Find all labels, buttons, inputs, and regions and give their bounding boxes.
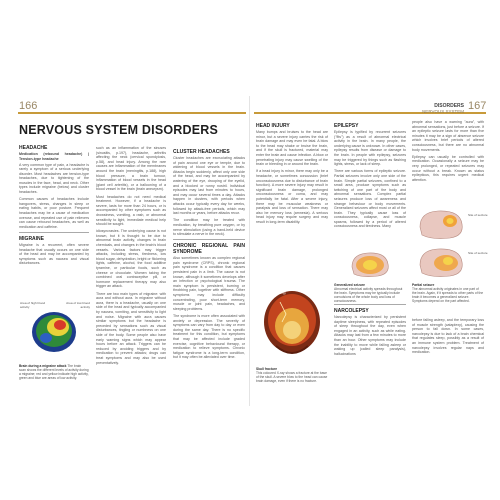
cluster-para-1: Cluster headaches are excruciating attacks of pain around one eye or temple, due to widening of blood vessels in the brain. Attacks begin suddenly, affect only one side of the head, and may be accompanied by watering of the eye, drooping of the eyelid, and a blocked or runny nostril. Individual episodes may last from minutes to hours, and may occur several times a day. Attacks happen in clusters, with periods when attacks occur typically every day for weeks, followed by attack-free periods, which may last months or years, before attacks recur. <box>173 156 245 216</box>
brain-icon <box>416 208 466 242</box>
left-page-number: 166 <box>19 100 38 112</box>
skull-caption-text: This coloured X-ray shows a fracture at the base of the skull. A severe blow to the head can cause brain damage, even if there is no fracture. <box>256 371 328 384</box>
epilepsy-cont-2: Epilepsy can usually be controlled with medication. Occasionally a seizure may be very prolonged, or repeated seizures may occur without a break. Known as status epilepticus, this requires urgent medical attention. <box>412 154 484 182</box>
crps-heading: CHRONIC REGIONAL PAIN SYNDROME <box>173 243 245 256</box>
right-page-number: 167 <box>468 100 487 112</box>
seizure-site-label-2: Site of seizure <box>468 251 488 255</box>
partial-seizure-figure-2 <box>416 246 466 280</box>
divider <box>19 232 89 233</box>
headache-para-1: A very common type of pain, a headache is rarely a symptom of a serious underlying disorder. Most headaches are tension-type headaches, due to tightening of the muscles in the face, head, and neck. Other types include migraine (below) and cluster headaches. <box>19 162 89 195</box>
narcolepsy-heading: NARCOLEPSY <box>334 308 369 314</box>
running-head-sub: NERVOUS SYSTEM <box>422 109 464 114</box>
running-head <box>422 104 464 114</box>
migraine-caption-title: Brain during a migraine attack <box>19 364 67 368</box>
narcolepsy-continued <box>412 318 484 357</box>
generalized-caption <box>334 283 406 303</box>
migraine-heading: MIGRAINE <box>19 236 44 242</box>
skull-caption-title: Skull fracture <box>256 367 278 371</box>
narcolepsy-block <box>334 302 406 359</box>
divider <box>173 239 245 240</box>
generalized-seizure-figure <box>348 250 392 280</box>
migraine-para: Migraine is a recurrent, often severe headache that usually occurs on one side of the head and may be accompanied by symptoms such as nausea and visual disturbances. <box>19 243 89 266</box>
left-col-2 <box>96 146 166 368</box>
migraine-caption <box>19 364 89 380</box>
narcolepsy-cont-para: before falling asleep, and the temporary loss of muscle strength (cataplexy), causing the person to fall down. In some cases, narcolepsy is due to lack of a brain chemical that regulates sleep, possibly as a result of an immune system problem. Treatment of narcolepsy involves regular naps and medication. <box>412 318 484 355</box>
partial-caption-title: Partial seizure <box>412 283 435 287</box>
col2-para-4: There are two main types of migraine: with aura and without aura. In migraine without aura, there is a headache, usually on one side of the head and typically accompanied by nausea, vomiting, and sensitivity to light and noise. Migraine with aura causes similar symptoms but the headache is preceded by sensations such as visual disturbances, tingling or numbness on one side of the body. Some people also have early warning signs which may appear hours before an attack. Triggers can be reduced by avoiding triggers and by medication to prevent attacks; drugs can treat symptoms and may also be used preventatively. <box>96 291 166 365</box>
generalized-caption-text: Abnormal electrical activity spreads throughout the brain. Symptoms may be typically include convulsions of the whole body and loss of consciousness. <box>334 287 403 304</box>
col2-para-1: such as an inflammation of the sinuses (sinusitis, p.197), headache, arthritis affecting the neck (cervical spondylosis, p.58), and head injury. Among the rare causes are inflammation of the membranes around the brain (meningitis, p.188), high blood pressure, a brain tumour, inflammation of blood vessels in the head (giant cell arteritis), or a ballooning of a blood vessel in the brain (brain aneurysm). <box>96 146 166 192</box>
partial-caption-text: The abnormal activity originates in one part of the brain. Again, if it spreads to other parts of the brain it becomes a generalized seizure. Symptoms depend on the part affected. <box>412 287 484 304</box>
skull-caption <box>256 367 328 383</box>
col2-para-2: Most headaches do not need medical treatment. However, if a headache is severe, lasts for more than 24 hours, or is accompanied by other symptoms such as drowsiness, vomiting, a rash, or abnormal sensitivity to light, immediate medical help should be sought. <box>96 194 166 227</box>
head-injury-para-1: Many bumps and bruises to the head are minor, but a severe injury carries the risk of brain damage and may even be fatal. A blow to the head may shake or bruise the brain, and if the skull is fractured, material may enter the brain and cause infection. A blow or penetrating injury may cause swelling of the brain or bleeding in or around the brain. <box>256 130 328 167</box>
crps-para-1: Also sometimes known as complex regional pain syndrome (CRPS), chronic regional pain syndrome is a condition that causes persistent pain in a limb. The cause is not known, although it sometimes develops after an infection or psychological trauma. The main symptom is persistent, burning or throbbing pain, together with stiffness. Other symptoms may include difficulty concentrating, poor short-term memory, muscle or joint pain, headaches, and sleeping problems. <box>173 256 245 311</box>
left-col-3 <box>173 146 245 363</box>
headache-subheading: Medication (rebound headache) | Tension-type headache <box>19 152 89 161</box>
fig-label-high: Area of high blood activity <box>20 301 46 309</box>
left-header-rule <box>18 112 246 114</box>
crps-para-2: The syndrome is more often associated with anxiety or depression. The severity of symptoms can vary from day to day or even during the same day. There is no specific treatment for this condition, but symptoms that may be affected include graded exercise, cognitive behavioural therapy, or medication to relieve symptoms. Chronic fatigue syndrome is a long-term condition, but it may often be alleviated over time. <box>173 314 245 360</box>
epilepsy-para-2: There are various forms of epileptic seizure. Partial seizures involve only one side of the brain. Simple partial seizures, confined to a small area, produce symptoms such as twitching of one part of the body and abnormal sensations. Complex partial seizures produce loss of awareness and strange behaviour or body movements. Generalized seizures affect most or all of the brain. They typically cause loss of consciousness, collapse, and muscle spasms, followed by a period of altered consciousness and tiredness. Many <box>334 169 406 229</box>
headache-heading: HEADACHE <box>19 145 48 151</box>
running-head-title: DISORDERS <box>434 103 464 109</box>
partial-seizure-figure-1 <box>416 208 466 242</box>
right-col-3 <box>412 120 484 185</box>
gutter <box>249 96 250 406</box>
left-col-1 <box>19 142 89 269</box>
generalized-caption-title: Generalized seizure <box>334 283 365 287</box>
cluster-para-2: The condition may be treated with medication, by breathing pure oxygen, or by nerve stimulation (using a hand-held device to stimulate a nerve in the neck). <box>173 218 245 237</box>
headache-para-2: Common causes of headaches include hangovers, stress, changes in sleep or eating habits, or poor posture. Frequent headaches may be a cause of medication overuse, and repeated use of pain relievers can cause rebound headaches, as well as medication and caffeine. <box>19 197 89 229</box>
partial-caption <box>412 283 484 303</box>
right-col-2 <box>334 120 406 232</box>
brain-icon <box>348 250 392 280</box>
cluster-heading: CLUSTER HEADACHES <box>173 149 230 155</box>
head-injury-heading: HEAD INJURY <box>256 123 290 129</box>
col2-para-3: idiosyncrasies. The underlying cause is not known, but it is thought to be due to abnormal brain activity, changes in brain chemicals, and changes in the brain's blood vessels. Various factors may trigger attacks, including stress, tiredness, low blood sugar, dehydration, bright or flickering lights, caffeine, alcohol, the food additive tyramine, or particular foods, such as cheese or chocolate. Women taking the combined oral contraceptive pill, or hormone replacement therapy may also trigger an attack. <box>96 229 166 289</box>
brain-icon <box>416 246 466 280</box>
page-title: NERVOUS SYSTEM DISORDERS <box>19 123 219 137</box>
seizure-site-label-1: Site of seizure <box>468 213 488 217</box>
epilepsy-para-1: Epilepsy is typified by recurrent seizures ("fits") as a result of abnormal electrical activity in the brain. In many people, the underlying cause is unknown. In other cases, epilepsy results from disease or damage to the brain. In people with epilepsy, seizures may be triggered by things such as flashing lights, stress, or lack of sleep. <box>334 130 406 167</box>
divider <box>334 304 406 305</box>
head-injury-para-2: If a head injury is minor, there may only be a headache, or sometimes concussion (brief unconsciousness due to disturbance of brain function). A more severe injury may result in significant brain damage, prolonged unconsciousness or coma, and may potentially be fatal. After a severe injury, there may be muscular weakness or paralysis and loss of sensation. There may also be memory loss (amnesia). A serious head injury may require surgery and may result in long-term disability. <box>256 169 328 224</box>
right-col-1 <box>256 120 328 227</box>
epilepsy-cont-1: people also have a warning "aura", with abnormal sensations, just before a seizure. If an epileptic seizure lasts for more than five minutes it may be a sign of absence seizure which involves brief periods of altered consciousness, but there are no abnormal body movements. <box>412 120 484 152</box>
epilepsy-heading: EPILEPSY <box>334 123 359 129</box>
contusion-label: Contusion (bruising) of the brain <box>258 291 286 299</box>
migraine-caption-text: The brain scan shows the different levels of activity during a migraine; red and yellow indicate high activity, green and blue are areas of low activity. <box>19 364 89 381</box>
fig-label-low: Area of low blood activity <box>66 301 90 309</box>
narcolepsy-para: Narcolepsy is characterized by persistent daytime sleepiness, with repeated episodes of sleep throughout the day, even when engaged in an activity, such as while eating. Attacks may last from a few minutes to more than an hour. Other symptoms may include the inability to move while falling asleep or waking up (called sleep paralysis), hallucinations <box>334 315 406 356</box>
